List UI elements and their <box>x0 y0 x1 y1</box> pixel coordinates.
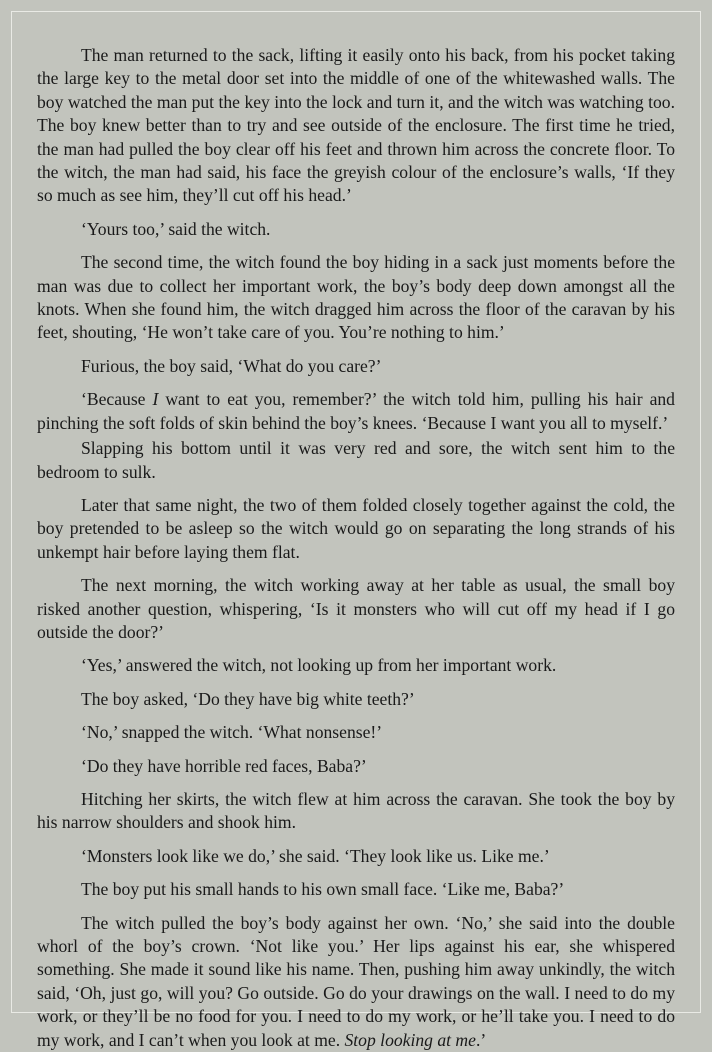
paragraph-7: Later that same night, the two of them folded closely together against the cold, the boy pretended to be asleep so the witch would go on separating the long strands of his unkempt hair before laying them flat. <box>37 494 675 562</box>
paragraph-3: The second time, the witch found the boy hiding in a sack just moments before the man was due to collect her important work, the boy’s body deep down amongst all the knots. When she found him, the witch dragged him across the floor of the caravan by his feet, shouting, ‘He won’t take care of you. You’re nothing to him.’ <box>37 252 675 343</box>
paragraph-9: ‘Yes,’ answered the witch, not looking up from her important work. <box>81 655 557 676</box>
paragraph-13: Hitching her skirts, the witch flew at him across the caravan. She took the boy by his narrow shoulders and shook him. <box>37 788 675 833</box>
paragraph-12: ‘Do they have horrible red faces, Baba?’ <box>81 755 367 776</box>
paragraph-16 <box>37 912 675 1052</box>
paragraph-5 <box>37 388 675 435</box>
paragraph-16-end: .’ <box>475 1029 487 1050</box>
paragraph-16-emphasis: Stop looking at me <box>344 1029 476 1050</box>
paragraph-5-end: want to eat you, remember?’ the witch told him, pulling his hair and pinching the soft folds of skin behind the boy’s knees. ‘Because I want you all to myself.’ <box>37 389 675 433</box>
paragraph-11: ‘No,’ snapped the witch. ‘What nonsense!’ <box>81 722 383 743</box>
paragraph-1: The man returned to the sack, lifting it easily onto his back, from his pocket taking the large key to the metal door set into the middle of one of the whitewashed walls. The boy watched the man put the key into the lock and turn it, and the witch was watching too. The boy knew better than to try and see outside of the enclosure. The first time he tried, the man had pulled the boy clear off his feet and thrown him across the concrete floor. To the witch, the man had said, his face the greyish colour of the enclosure’s walls, ‘If they so much as see him, they’ll cut off his head.’ <box>37 45 675 206</box>
paragraph-16-start: The witch pulled the boy’s body against her own. ‘No,’ she said into the double whorl of the boy’s crown. ‘Not like you.’ Her lips against his ear, she whispered something. She made it sound like his name. Then, pushing him away unkindly, the witch said, ‘Oh, just go, will you? Go outside. Go do your drawings on the wall. I need to do my work, or they’ll be no food for you. I need to do my work, or he’ll take you. I need to do my work, and I can’t when you look at me. <box>37 912 675 1050</box>
paragraph-15: The boy put his small hands to his own small face. ‘Like me, Baba?’ <box>81 879 565 900</box>
paragraph-10: The boy asked, ‘Do they have big white teeth?’ <box>81 688 415 709</box>
paragraph-2: ‘Yours too,’ said the witch. <box>81 218 271 239</box>
paragraph-8: The next morning, the witch working away at her table as usual, the small boy risked another question, whispering, ‘Is it monsters who will cut off my head if I go outside the door?’ <box>37 575 675 642</box>
paragraph-5-start: ‘Because <box>81 389 153 410</box>
paragraph-5-emphasis: I <box>152 389 159 410</box>
paragraph-6: Slapping his bottom until it was very red and sore, the witch sent him to the bedroom to sulk. <box>37 438 675 482</box>
paragraph-14: ‘Monsters look like we do,’ she said. ‘They look like us. Like me.’ <box>81 845 550 866</box>
paragraph-4: Furious, the boy said, ‘What do you care?’ <box>81 355 382 376</box>
document-page <box>37 44 675 1052</box>
